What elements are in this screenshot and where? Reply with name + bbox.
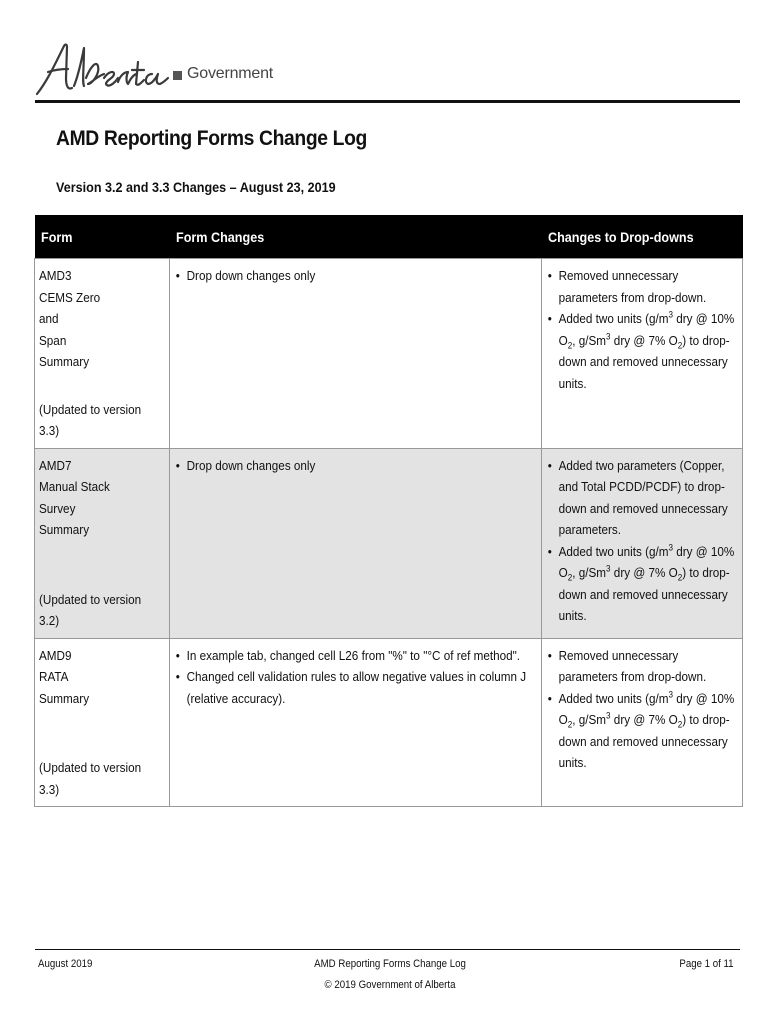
logo-square-icon — [173, 71, 182, 80]
page-subtitle: Version 3.2 and 3.3 Changes – August 23, 2019 — [56, 179, 336, 195]
form-name-line1: RATA Summary — [39, 669, 90, 706]
form-name-line1: Manual Stack — [39, 479, 110, 494]
dropdown-change-item: • Added two units ($g/m^3$ dry @ 10% $O_2$, g/Sm$^3$ dry @ 7% $O_2$) to drop-down and removed unnecessary units. — [546, 541, 738, 627]
column-header-dropdowns: Changes to Drop-downs — [542, 215, 743, 259]
form-code: AMD9 — [39, 647, 72, 663]
column-header-form: Form — [35, 215, 170, 259]
dropdown-change-item: • Added two units ($g/m^3$ dry @ 10% $O_2$, g/Sm$^3$ dry @ 7% $O_2$) to drop-down and removed unnecessary units. — [546, 688, 738, 774]
form-code: AMD3 — [39, 268, 72, 283]
updated-version: (Updated to version 3.3) — [39, 760, 142, 797]
change-log-table — [34, 215, 743, 807]
footer-title: AMD Reporting Forms Change Log — [314, 958, 466, 970]
form-changes-cell — [170, 259, 542, 449]
form-code: AMD7 — [39, 457, 72, 473]
column-header-form-changes: Form Changes — [170, 215, 542, 259]
form-name-line2: Survey Summary — [39, 500, 90, 537]
dropdown-change-item: • Removed unnecessary parameters from drop-down. — [546, 265, 738, 308]
form-cell — [35, 638, 170, 807]
dropdown-changes-cell — [542, 259, 743, 449]
form-cell — [35, 259, 170, 449]
dropdown-changes-cell — [542, 638, 743, 807]
form-changes-cell — [170, 638, 542, 807]
footer-rule — [35, 949, 740, 950]
alberta-wordmark-icon — [34, 38, 174, 100]
dropdown-change-item: • Added two parameters (Copper, and Total PCDD/PCDF) to drop-down and removed unnecessary parameters. — [546, 455, 738, 541]
header-rule — [35, 100, 740, 103]
updated-version: (Updated to version 3.2) — [39, 591, 142, 628]
table-row — [35, 638, 743, 807]
change-item: • Changed cell validation rules to allow negative values in column J (relative accuracy). — [174, 666, 537, 709]
logo-government-text: Government — [187, 65, 274, 82]
table-row — [35, 259, 743, 449]
form-changes-cell — [170, 448, 542, 638]
table-row — [35, 448, 743, 638]
footer-date: August 2019 — [38, 958, 93, 970]
change-item: • Drop down changes only — [174, 265, 537, 287]
form-name-line1: CEMS Zero and — [39, 289, 101, 326]
form-name-line2: Span Summary — [39, 332, 90, 369]
footer-page-number: Page 1 of 11 — [679, 958, 734, 970]
dropdown-change-item: • Removed unnecessary parameters from drop-down. — [546, 645, 738, 688]
dropdown-change-item: • Added two units ($g/m^3$ dry @ 10% $O_2$, g/Sm$^3$ dry @ 7% $O_2$) to drop-down and removed unnecessary units. — [546, 308, 738, 394]
dropdown-changes-cell — [542, 448, 743, 638]
updated-version: (Updated to version 3.3) — [39, 401, 142, 438]
footer-copyright: © 2019 Government of Alberta — [324, 979, 456, 991]
change-item: • In example tab, changed cell L26 from "%" to "°C of ref method". — [174, 645, 537, 667]
form-cell — [35, 448, 170, 638]
table-header-row — [35, 215, 743, 259]
alberta-government-logo — [34, 38, 274, 100]
change-item: • Drop down changes only — [174, 455, 537, 477]
page-title: AMD Reporting Forms Change Log — [56, 127, 367, 150]
